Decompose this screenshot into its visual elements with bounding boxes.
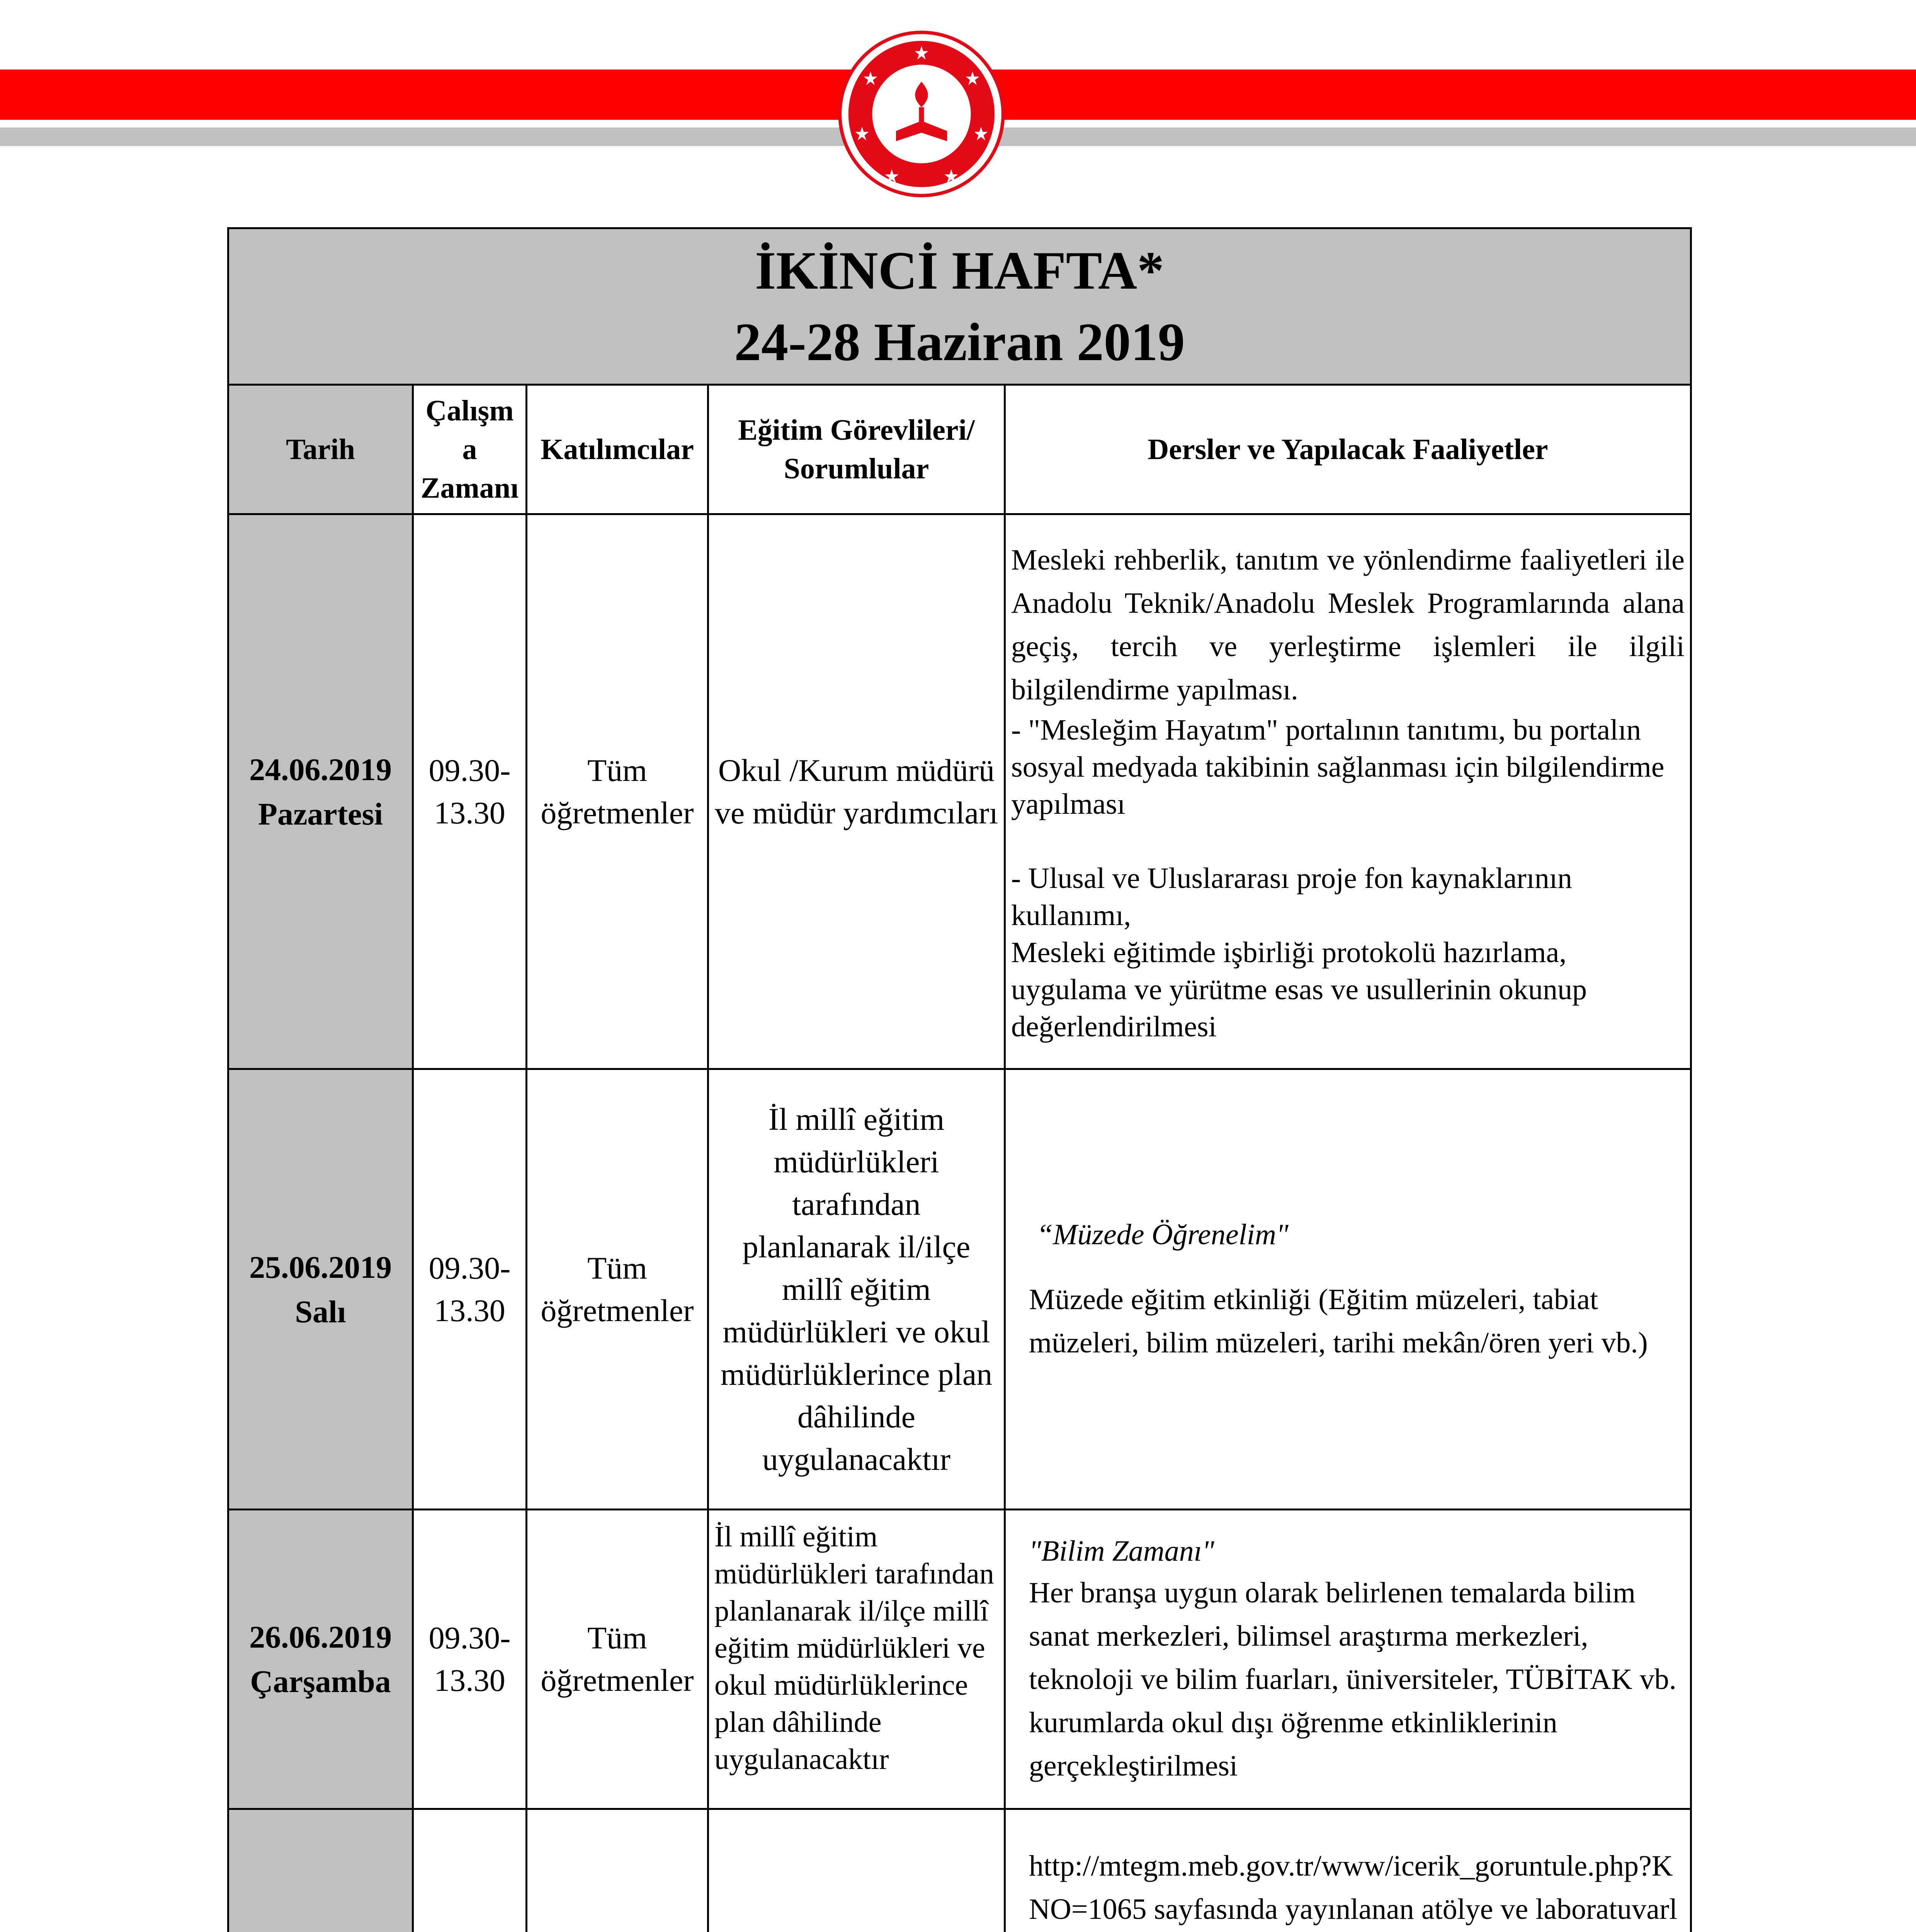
responsible-cell: Okul /Kurum müdürü ve müdür yardımcıları — [708, 514, 1005, 1069]
activity-text: Mesleki eğitimde işbirliği protokolü hazırlama, uygulama ve yürütme esas ve usullerinin okunup değerlendirilmesi — [1011, 936, 1587, 1043]
responsible-cell: İl millî eğitim müdürlükleri tarafından planlanarak il/ilçe millî eğitim müdürlükleri ve okul müdürlüklerince plan dâhilinde uygulanacaktır — [708, 1069, 1005, 1510]
activity-text: - Ulusal ve Uluslararası proje fon kaynaklarının kullanımı, — [1011, 862, 1572, 932]
table-title — [228, 228, 1691, 385]
time-cell: 09.30- 13.30 — [413, 514, 527, 1069]
activity-text: - "Mesleğim Hayatım" portalının tanıtımı, bu portalın sosyal medyada takibinin sağlanması için bilgilendirme yapılması — [1011, 713, 1664, 820]
table-title-dates: 24-28 Haziran 2019 — [734, 312, 1185, 372]
weekday: Pazartesi — [258, 796, 383, 832]
activity-title: “Müzede Öğrenelim" — [1037, 1218, 1289, 1251]
date: 26.06.2019 — [249, 1619, 392, 1655]
activities-cell — [1005, 1510, 1691, 1809]
column-header-participants: Katılımcılar — [527, 385, 708, 514]
table-row — [228, 1510, 1691, 1809]
column-header-date: Tarih — [228, 385, 413, 514]
participants-cell — [527, 1809, 708, 1932]
table-title-week: İKİNCİ HAFTA* — [755, 241, 1165, 301]
responsible-cell — [708, 1809, 1005, 1932]
weekday: Salı — [295, 1294, 346, 1329]
date-cell — [228, 1069, 413, 1510]
activities-cell — [1005, 514, 1691, 1069]
date-cell — [228, 1809, 413, 1932]
column-header-responsible: Eğitim Görevlileri/ Sorumlular — [708, 385, 1005, 514]
activity-text: Her branşa uygun olarak belirlenen temalarda bilim sanat merkezleri, bilimsel araştırma merkezleri, teknoloji ve bilim fuarları, üniversiteler, TÜBİTAK vb. kurumlarda okul dışı öğrenme etkinliklerinin gerçekleştirilmesi — [1029, 1577, 1676, 1782]
activities-cell — [1005, 1809, 1691, 1932]
column-header-activities: Dersler ve Yapılacak Faaliyetler — [1005, 385, 1691, 514]
date: 25.06.2019 — [249, 1249, 392, 1285]
activity-text: http://mtegm.meb.gov.tr/www/icerik_goruntule.php?KNO=1065 sayfasında yayınlanan atölye ve laboratuvarl — [1029, 1850, 1678, 1925]
activity-text: Mesleki rehberlik, tanıtım ve yönlendirme faaliyetleri ile Anadolu Teknik/Anadolu Meslek Programlarında alana geçiş, tercih ve yerleştirme işlemleri ile ilgili bilgilendirme yapılması. — [1011, 543, 1685, 706]
table-row — [228, 1809, 1691, 1932]
table-row — [228, 514, 1691, 1069]
date-cell — [228, 514, 413, 1069]
meb-emblem-icon — [836, 29, 1006, 199]
participants-cell: Tüm öğretmenler — [527, 1069, 708, 1510]
date: 24.06.2019 — [249, 752, 392, 787]
activity-title: "Bilim Zamanı" — [1029, 1535, 1214, 1567]
date — [235, 1930, 406, 1932]
time-cell — [413, 1809, 527, 1932]
column-header-time: Çalışm a Zamanı — [413, 385, 527, 514]
weekday: Çarşamba — [250, 1664, 391, 1699]
responsible-cell: İl millî eğitim müdürlükleri tarafından planlanarak il/ilçe millî eğitim müdürlükleri ve okul müdürlüklerince plan dâhilinde uygulanacaktır — [708, 1510, 1005, 1809]
date-cell — [228, 1510, 413, 1809]
activity-text: Müzede eğitim etkinliği (Eğitim müzeleri, tabiat müzeleri, bilim müzeleri, tarihi mekân/ören yeri vb.) — [1029, 1283, 1648, 1359]
time-cell: 09.30- 13.30 — [413, 1510, 527, 1809]
time-cell: 09.30- 13.30 — [413, 1069, 527, 1510]
weekly-plan-table — [227, 227, 1692, 1932]
participants-cell: Tüm öğretmenler — [527, 1510, 708, 1809]
participants-cell: Tüm öğretmenler — [527, 514, 708, 1069]
table-row — [228, 1069, 1691, 1510]
activities-cell — [1005, 1069, 1691, 1510]
